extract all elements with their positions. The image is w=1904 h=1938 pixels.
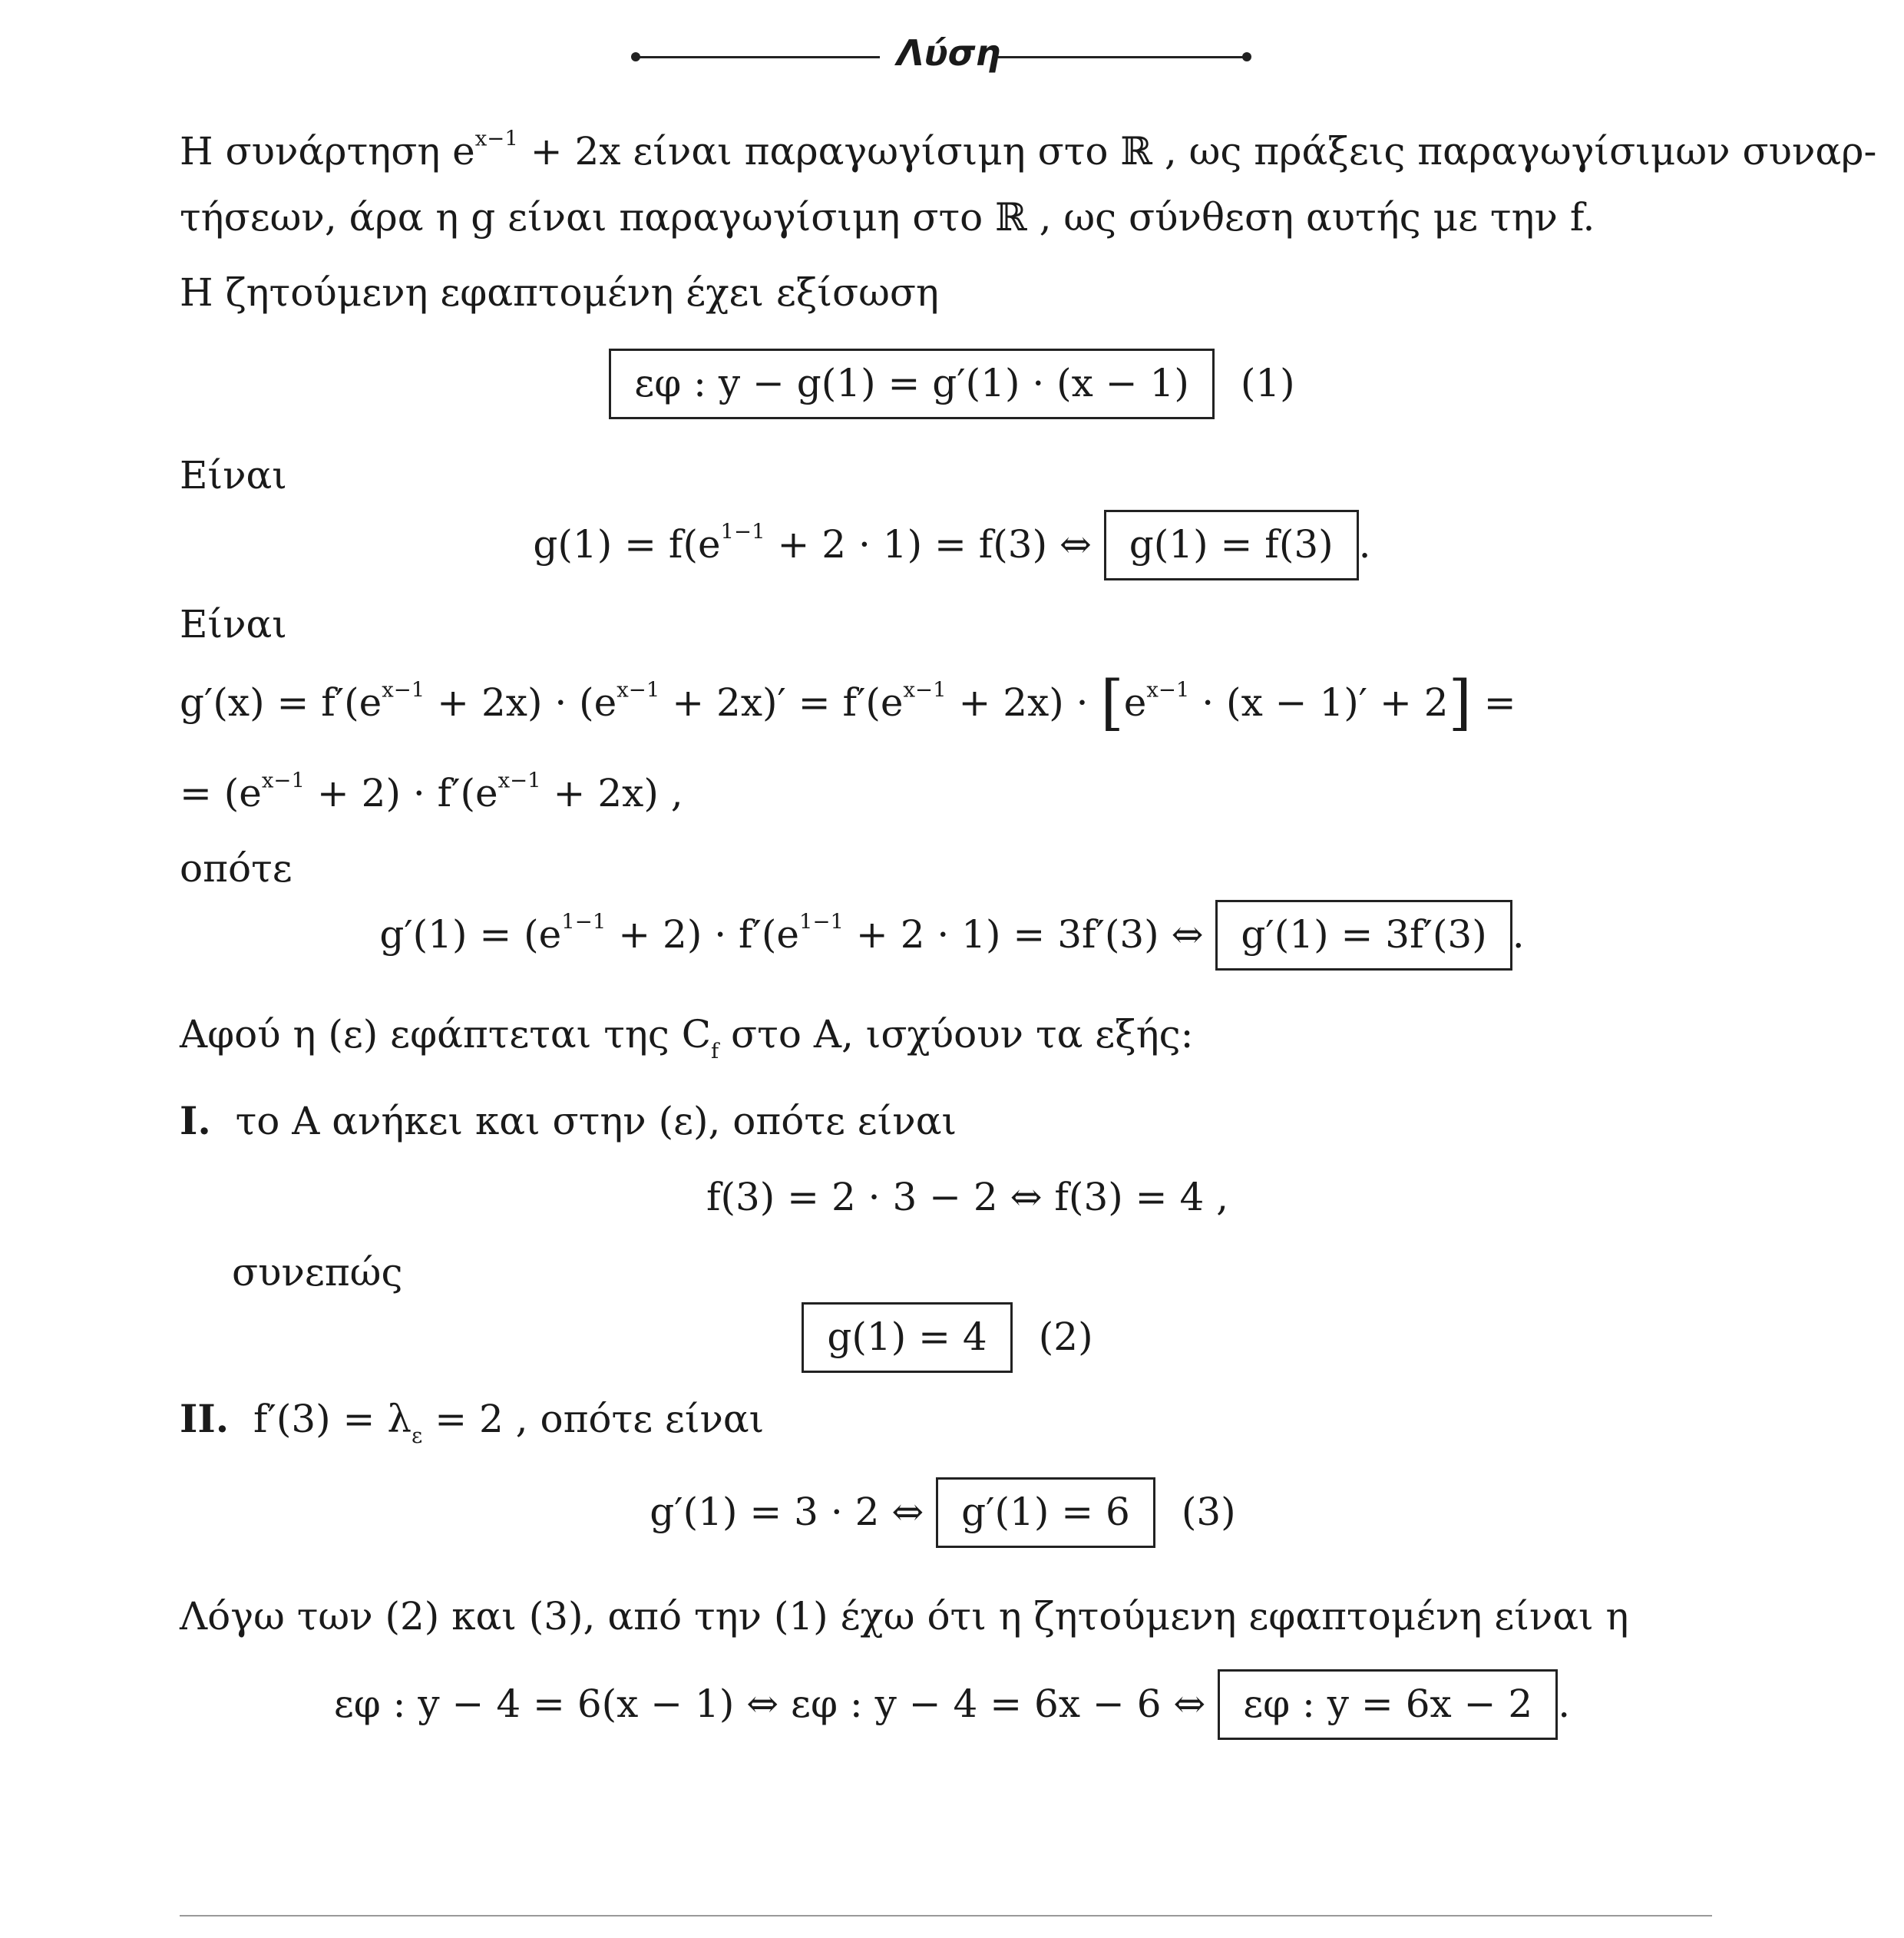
section-title: Λύση [897,32,1001,74]
list-label: II. [180,1396,230,1441]
header-right-dot [1242,52,1251,61]
equation-2 [0,1302,1899,1373]
paragraph-composition: τήσεων, άρα η g είναι παραγωγίσιμη στο ℝ , ως σύνθεση αυτής με την f. [180,195,1595,240]
equation-derivative-result: = $(e^{x-1} + 2) \cdot f'(e^{x-1} + 2x)$ , [180,768,683,815]
paragraph-synepos: συνεπώς [232,1250,403,1295]
boxed-g1: g(1) = f(3) [1104,510,1359,580]
equation-final: εφ : y − 4 = 6(x − 1) ⇔ εφ : y − 4 = 6x − 6 ⇔ εφ : y = 6x − 2 . [0,1669,1904,1740]
header-left-rule [637,56,880,58]
list-label: I. [180,1098,211,1143]
paragraph-conclusion: Λόγω των (2) και (3), από την (1) έχω ότι η ζητούμενη εφαπτομένη είναι η [180,1594,1629,1639]
footer-rule [180,1915,1712,1917]
equation-1 [0,349,1904,419]
equation-tag: (3) [1181,1490,1236,1534]
boxed-final-tangent: εφ : y = 6x − 2 [1218,1669,1558,1740]
boxed-tangent-equation: εφ : y − g(1) = g′(1) · (x − 1) [609,349,1215,419]
list-item-2: II. $f'(3) = \lambda_\varepsilon = 2$ , οπότε είναι [180,1396,765,1448]
boxed-gprime1: g′(1) = 3f′(3) [1215,900,1512,971]
header-right-rule [998,56,1245,58]
boxed-gprime1-value: g′(1) = 6 [936,1477,1155,1548]
equation-derivative: $g'(x) = f'(e^{x-1} + 2x) \cdot (e^{x-1} + 2x)' = f'(e^{x-1} + 2x) \cdot [e^{x-1} \cdot (x - 1)' + 2]$ = [180,668,1516,738]
list-item-1: I. το A ανήκει και στην (ε), οπότε είναι [180,1098,957,1143]
paragraph-tangency: Αφού η (ε) εφάπτεται της $C_f$ στο A, ισχύουν τα εξής: [180,1012,1194,1063]
equation-3: g′(1) = 3 · 2 ⇔ g′(1) = 6 (3) [0,1477,1895,1548]
paragraph-einai: Είναι [180,453,287,498]
equation-tag: (1) [1240,361,1295,405]
paragraph-differentiability: Η συνάρτηση $e^{x-1} + 2x$ είναι παραγωγίσιμη στο ℝ , ως πράξεις παραγωγίσιμων συναρ- [180,126,1877,174]
paragraph-einai: Είναι [180,602,287,647]
equation-gprime1: $g'(1) = (e^{1-1} + 2) \cdot f'(e^{1-1} + 2 \cdot 1) = 3f'(3)$ ⇔ g′(1) = 3f′(3) . [0,900,1904,971]
boxed-g1-value: g(1) = 4 [802,1302,1012,1373]
paragraph-opote: οπότε [180,846,293,891]
equation-g1: $g(1) = f(e^{1-1} + 2 \cdot 1) = f(3)$ ⇔ g(1) = f(3) . [0,510,1904,580]
equation-f3: f(3) = 2 · 3 − 2 ⇔ f(3) = 4 , [706,1175,1229,1219]
paragraph-tangent-intro: Η ζητούμενη εφαπτομένη έχει εξίσωση [180,270,939,315]
equation-tag: (2) [1038,1315,1093,1359]
